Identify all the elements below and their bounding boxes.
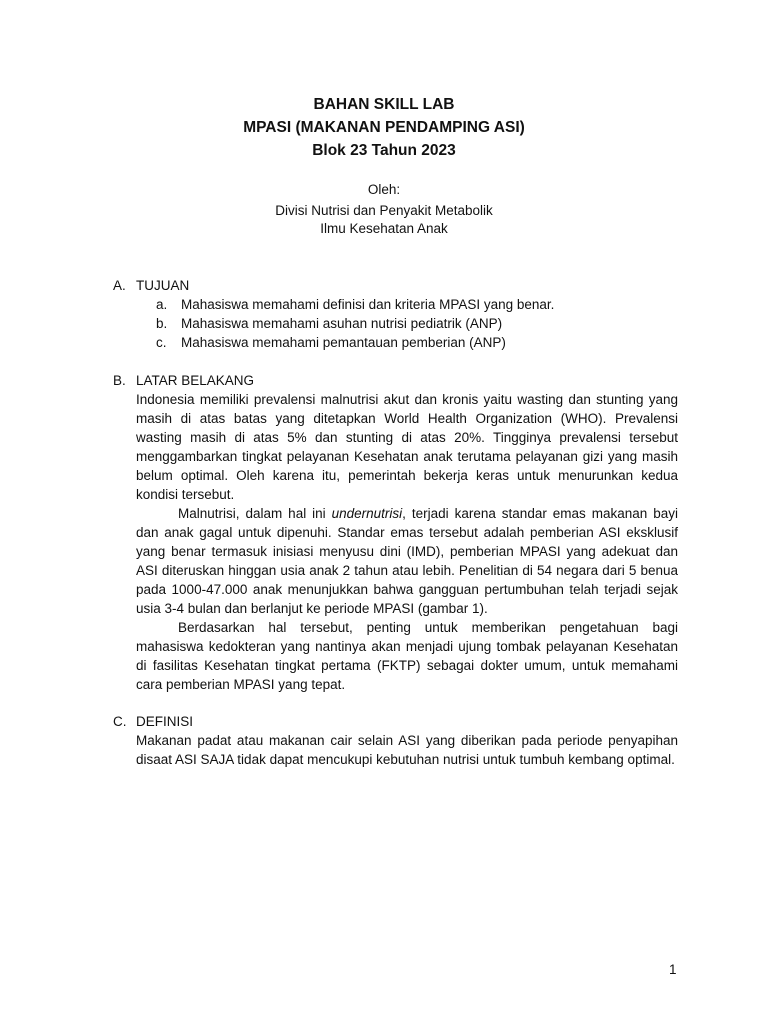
page-number: 1 [669, 962, 677, 977]
section-tujuan [113, 276, 678, 352]
paragraph-text: Malnutrisi, dalam hal ini [178, 506, 332, 521]
list-item [113, 295, 678, 314]
section-definisi [113, 712, 678, 769]
section-letter: B. [113, 373, 126, 388]
section-heading [113, 371, 678, 390]
objectives-list [113, 295, 678, 352]
title-line-2: MPASI (MAKANAN PENDAMPING ASI) [243, 119, 525, 136]
section-letter: A. [113, 278, 126, 293]
section-title: DEFINISI [136, 714, 194, 729]
section-title: LATAR BELAKANG [136, 373, 255, 388]
paragraph [136, 504, 678, 618]
section-title: TUJUAN [136, 278, 190, 293]
italic-term: undernutrisi [331, 506, 403, 521]
paragraph-text: , terjadi karena standar emas makanan bayi dan anak gagal untuk dipenuhi. Standar emas tersebut adalah pemberian ASI eksklusif yang benar termasuk inisiasi menyusu dini (IMD), pemberian MPASI yang adekuat dan ASI diteruskan hinggan usia anak 2 tahun atau lebih. Penelitian di 54 negara dari 5 benua pada 1000-47.000 anak menunjukkan bahwa gangguan pertumbuhan telah terjadi sejak usia 3-4 bulan dan berlanjut ke periode MPASI (gambar 1). [136, 506, 678, 616]
list-text: Mahasiswa memahami definisi dan kriteria MPASI yang benar. [181, 297, 555, 312]
list-marker: b. [156, 316, 168, 331]
list-marker: c. [156, 335, 167, 350]
section-heading [113, 276, 678, 295]
list-marker: a. [156, 297, 168, 312]
section-letter: C. [113, 714, 127, 729]
section-latar-belakang [113, 371, 678, 694]
paragraph: Makanan padat atau makanan cair selain ASI yang diberikan pada periode penyapihan disaat ASI SAJA tidak dapat mencukupi kebutuhan nutrisi untuk tumbuh kembang optimal. [136, 733, 678, 767]
paragraph: Berdasarkan hal tersebut, penting untuk memberikan pengetahuan bagi mahasiswa kedokteran yang nantinya akan menjadi ujung tombak pelayanan Kesehatan di fasilitas Kesehatan tingkat pertama (FKTP) sebagai dokter umum, untuk memahami cara pemberian MPASI yang tepat. [136, 620, 678, 692]
list-item [113, 333, 678, 352]
title-line-1: BAHAN SKILL LAB [313, 96, 455, 113]
paragraph: Indonesia memiliki prevalensi malnutrisi akut dan kronis yaitu wasting dan stunting yang masih di atas batas yang ditetapkan World Health Organization (WHO). Prevalensi wasting masih di atas 5% dan stunting di atas 20%. Tingginya prevalensi tersebut menggambarkan tingkat pelayanan Kesehatan anak terutama pelayanan gizi yang masih belum optimal. Oleh karena itu, pemerintah bekerja keras untuk menurunkan kedua kondisi tersebut. [136, 392, 678, 502]
list-text: Mahasiswa memahami pemantauan pemberian (ANP) [181, 335, 506, 350]
author-department: Ilmu Kesehatan Anak [320, 221, 448, 236]
title-line-3: Blok 23 Tahun 2023 [312, 142, 456, 159]
author-division: Divisi Nutrisi dan Penyakit Metabolik [275, 203, 493, 218]
section-heading [113, 712, 678, 731]
list-text: Mahasiswa memahami asuhan nutrisi pediatrik (ANP) [181, 316, 503, 331]
list-item [113, 314, 678, 333]
author-label: Oleh: [367, 182, 401, 197]
